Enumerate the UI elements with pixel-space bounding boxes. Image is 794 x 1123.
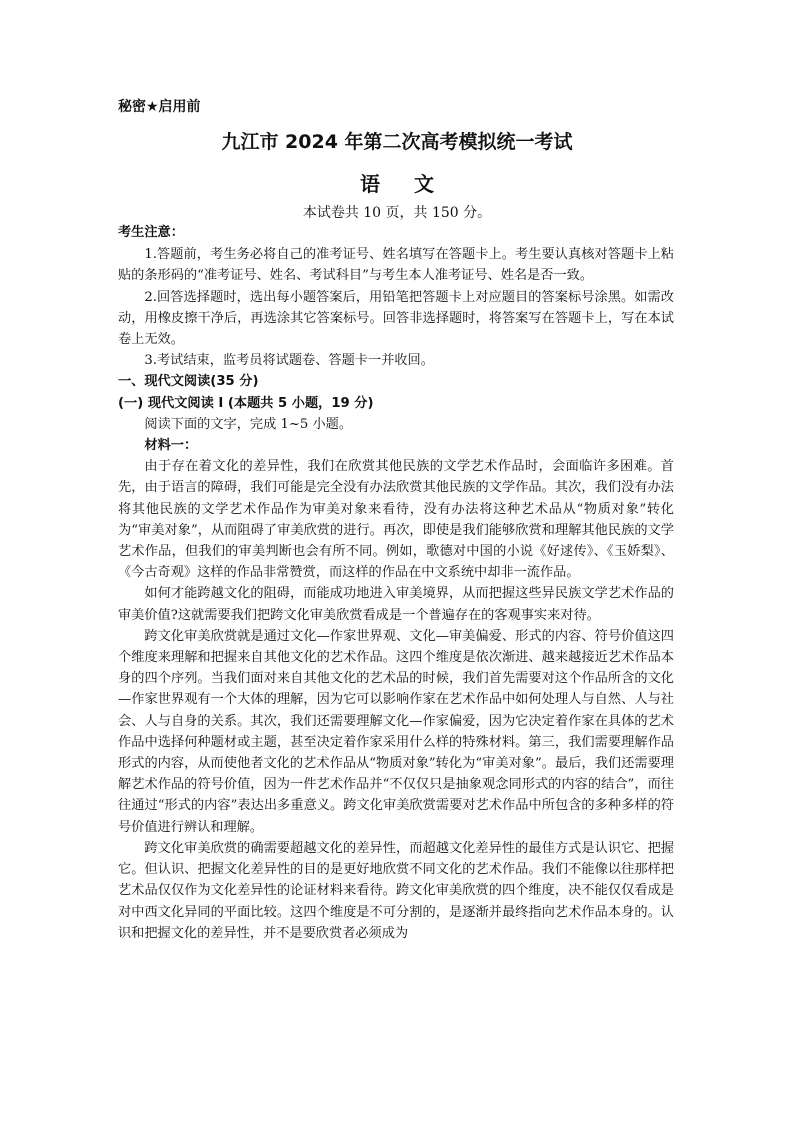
notice-item: 2.回答选择题时，选出每小题答案后，用铅笔把答题卡上对应题目的答案标号涂黑。如需改动，用橡皮擦干净后，再选涂其它答案标号。回答非选择题时，将答案写在答题卡上，写在本试卷上无效。	[118, 289, 674, 348]
notice-item: 1.答题前，考生务必将自己的准考证号、姓名填写在答题卡上。考生要认真核对答题卡上粘贴的条形码的“准考证号、姓名、考试科目”与考生本人准考证号、姓名是否一致。	[118, 247, 674, 284]
notice-item: 3.考试结束，监考员将试题卷、答题卡一并收回。	[144, 353, 434, 369]
instruction: 阅读下面的文字，完成 1~5 小题。	[144, 416, 353, 432]
passage-paragraph: 跨文化审美欣赏的确需要超越文化的差异性，而超越文化差异性的最佳方式是认识它、把握它。但认识、把握文化差异性的目的是更好地欣赏不同文化的艺术作品。我们不能像以往那样把艺术品仅仅作为文化差异性的论证材料来看待。跨文化审美欣赏的四个维度，决不能仅仅看成是对中西文化异同的平面比较。这四个维度是不可分割的，是逐渐并最终指向艺术作品本身的。认识和把握文化的差异性，并不是要欣赏者必须成为	[118, 840, 674, 941]
subject-title: 语文	[360, 172, 468, 196]
passage-paragraph: 如何才能跨越文化的阻碍，而能成功地进入审美境界，从而把握这些异民族文学艺术作品的审美价值?这就需要我们把跨文化审美欣赏看成是一个普遍存在的客观事实来对待。	[118, 586, 674, 623]
paper-info: 本试卷共 10 页，共 150 分。	[302, 205, 492, 221]
section-heading: 一、现代文阅读(35 分)	[118, 374, 259, 390]
sub-section-heading: (一) 现代文阅读 I (本题共 5 小题，19 分)	[118, 395, 374, 411]
exam-body	[118, 222, 674, 944]
exam-title: 九江市 2024 年第二次高考模拟统一考试	[221, 131, 573, 153]
material-label: 材料一：	[144, 438, 198, 454]
passage-paragraph: 跨文化审美欣赏就是通过文化—作家世界观、文化—审美偏爱、形式的内容、符号价值这四个维度来理解和把握来自其他文化的艺术作品。这四个维度是依次渐进、越来越接近艺术作品本身的四个序列。当我们面对来自其他文化的艺术品的时候，我们首先需要对这个作品所含的文化—作家世界观有一个大体的理解，因为它可以影响作家在艺术作品中如何处理人与自然、人与社会、人与自身的关系。其次，我们还需要理解文化—作家偏爱，因为它决定着作家在具体的艺术作品中选择何种题材或主题，甚至决定着作家采用什么样的特殊材料。第三，我们需要理解作品形式的内容，从而使他者文化的艺术作品从“物质对象”转化为“审美对象”。最后，我们还需要理解艺术作品的符号价值，因为一件艺术作品并“不仅仅只是抽象观念同形式的内容的结合”，而往往通过“形式的内容”表达出多重意义。跨文化审美欣赏需要对艺术作品中所包含的多种多样的符号价值进行辨认和理解。	[118, 628, 674, 835]
notice-heading: 考生注意：	[118, 225, 184, 240]
passage-paragraph: 由于存在着文化的差异性，我们在欣赏其他民族的文学艺术作品时，会面临许多困难。首先，由于语言的障碍，我们可能是完全没有办法欣赏其他民族的文学作品。其次，我们没有办法将其他民族的文学艺术作品作为审美对象来看待，没有办法将这种艺术品从“物质对象”转化为“审美对象”，从而阻碍了审美欣赏的进行。再次，即使是我们能够欣赏和理解其他民族的文学艺术作品，但我们的审美判断也会有所不同。例如，歌德对中国的小说《好逑传》、《玉娇梨》、《今古奇观》这样的作品非常赞赏，而这样的作品在中文系统中却非一流作品。	[118, 459, 674, 581]
confidential-mark: 秘密★启用前	[118, 99, 201, 115]
